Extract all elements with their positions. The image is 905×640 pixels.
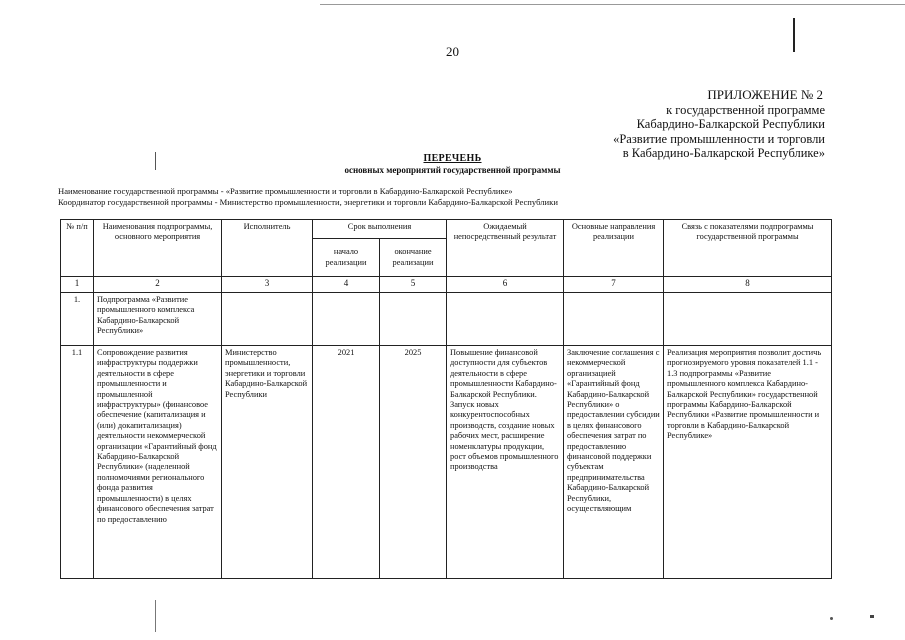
empty-cell (222, 293, 313, 346)
row-result: Повышение финансовой доступности для субъектов деятельности в сфере промышленности Кабардино-Балкарской Республики. Запуск новых конкурентоспособных производств, создание новых рабочих мест, расширение номенклатуры продукции, рост объемов промышленного производства (447, 346, 564, 579)
appendix-heading: ПРИЛОЖЕНИЕ № 2 (707, 87, 823, 102)
header-end: окончание реализации (380, 239, 447, 277)
row-name: Подпрограмма «Развитие промышленного комплекса Кабардино-Балкарской Республики» (94, 293, 222, 346)
header-link: Связь с показателями подпрограммы государственной программы (664, 220, 832, 277)
title-sub: основных мероприятий государственной программы (344, 165, 561, 175)
scan-dot (870, 615, 874, 618)
row-start: 2021 (313, 346, 380, 579)
row-executor: Министерство промышленности, энергетики и торговли Кабардино-Балкарской Республики (222, 346, 313, 579)
appendix-line: в Кабардино-Балкарской Республике» (622, 146, 825, 160)
measures-table (60, 219, 832, 579)
appendix-header (613, 88, 825, 161)
table-header-row (61, 220, 832, 239)
header-num: № п/п (61, 220, 94, 277)
header-term: Срок выполнения (313, 220, 447, 239)
page-number: 20 (446, 44, 459, 59)
empty-cell (564, 293, 664, 346)
header-start: начало реализации (313, 239, 380, 277)
top-scan-rule (320, 4, 905, 5)
header-name: Наименования подпрограммы, основного мероприятия (94, 220, 222, 277)
row-directions: Заключение соглашения с некоммерческой организацией «Гарантийный фонд Кабардино-Балкарской Республики» о предоставлении субсидии в целях финансового обеспечения затрат по предоставлению финансовой поддержки субъектам предпринимательства Кабардино-Балкарской Республики, осуществляющим (564, 346, 664, 579)
column-number-row (61, 277, 832, 293)
table-row-measure (61, 346, 832, 579)
document-title (0, 153, 905, 175)
empty-cell (313, 293, 380, 346)
table-row-subprogram (61, 293, 832, 346)
empty-cell (380, 293, 447, 346)
column-number: 3 (222, 277, 313, 293)
coordinator-line: Координатор государственной программы - Министерство промышленности, энергетики и торговли Кабардино-Балкарской Республики (58, 197, 558, 207)
scan-mark-left-bottom (155, 600, 156, 632)
column-number: 1 (61, 277, 94, 293)
row-end: 2025 (380, 346, 447, 579)
title-main: ПЕРЕЧЕНЬ (423, 153, 482, 164)
column-number: 4 (313, 277, 380, 293)
header-directions: Основные направления реализации (564, 220, 664, 277)
column-number: 2 (94, 277, 222, 293)
column-number: 7 (564, 277, 664, 293)
appendix-line: «Развитие промышленности и торговли (613, 131, 825, 146)
row-link: Реализация мероприятия позволит достичь прогнозируемого уровня показателей 1.1 - 1.3 подпрограммы «Развитие промышленного комплекса Кабардино-Балкарской Республики» государственной программы Кабардино-Балкарской Республики «Развитие промышленности и торговли в Кабардино-Балкарской Республике» (664, 346, 832, 579)
empty-cell (447, 293, 564, 346)
empty-cell (664, 293, 832, 346)
row-name: Сопровождение развития инфраструктуры поддержки деятельности в сфере промышленности и промышленной инфраструктуры» (финансовое обеспечение (капитализация и (или) докапитализация) деятельности некоммерческой организации «Гарантийный фонд Кабардино-Балкарской Республики» (наделенной полномочиями регионального фонда развития промышленности) в целях финансового обеспечения затрат по предоставлению (94, 346, 222, 579)
appendix-line: Кабардино-Балкарской Республики (636, 117, 825, 131)
column-number: 5 (380, 277, 447, 293)
header-result: Ожидаемый непосредственный результат (447, 220, 564, 277)
row-num: 1. (61, 293, 94, 346)
column-number: 8 (664, 277, 832, 293)
program-name-line: Наименование государственной программы - «Развитие промышленности и торговли в Кабардино-Балкарской Республике» (58, 186, 513, 196)
scan-dot (830, 617, 833, 620)
column-number: 6 (447, 277, 564, 293)
appendix-line: к государственной программе (666, 102, 825, 117)
row-num: 1.1 (61, 346, 94, 579)
header-executor: Исполнитель (222, 220, 313, 277)
